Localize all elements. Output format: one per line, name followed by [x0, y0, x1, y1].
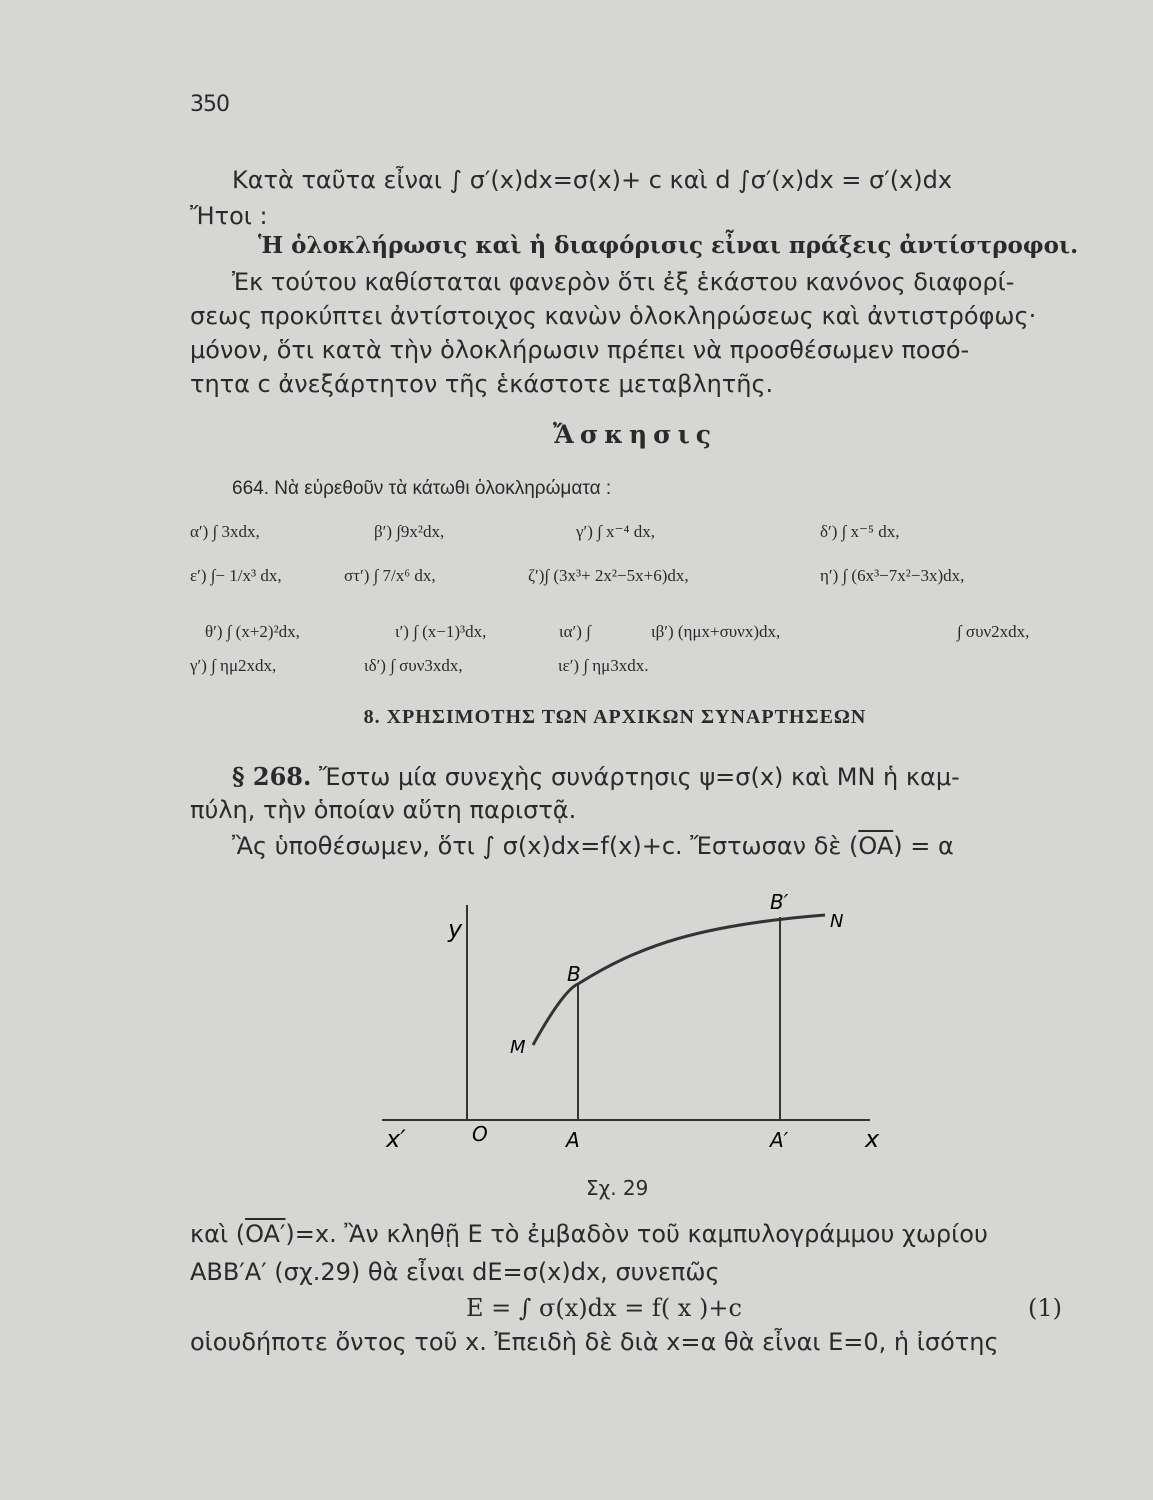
- figure-caption: Σχ. 29: [586, 1176, 649, 1200]
- after-line-1: [190, 1220, 988, 1248]
- label-b: B: [567, 962, 581, 986]
- exercise-item: β′) ∫9x²dx,: [374, 522, 445, 541]
- section-heading: 8. ΧΡΗΣΙΜΟΤΗΣ ΤΩΝ ΑΡΧΙΚΩΝ ΣΥΝΑΡΤΗΣΕΩΝ: [363, 706, 867, 728]
- paragraph-line-1: [232, 762, 960, 791]
- after-line-2: ABB′A′ (σχ.29) θὰ εἶναι dE=σ(x)dx, συνεπῶς: [190, 1258, 720, 1286]
- label-x-prime: x′: [386, 1125, 406, 1153]
- exercise-item: ∫ συν2xdx,: [957, 622, 1030, 641]
- label-b-prime: B′: [770, 890, 789, 914]
- after-line-4: οἱουδήποτε ὄντος τοῦ x. Ἐπειδὴ δὲ διὰ x=α θὰ εἶναι E=0, ἡ ἰσότης: [190, 1328, 999, 1356]
- text-line-7: τητα c ἀνεξάρτητον τῆς ἑκάστοτε μεταβλητῆς.: [190, 370, 774, 398]
- exercise-item: η′) ∫ (6x³−7x²−3x)dx,: [820, 566, 965, 585]
- label-y: y: [448, 915, 463, 943]
- assumption-tail: ) = α: [893, 832, 954, 860]
- label-a-prime: A′: [770, 1128, 789, 1152]
- equation-1: E = ∫ σ(x)dx = f( x )+c: [466, 1294, 742, 1322]
- text-line-4: Ἐκ τούτου καθίσταται φανερὸν ὅτι ἐξ ἑκάστου κανόνος διαφορί-: [232, 268, 1015, 296]
- exercise-item: γ′) ∫ ημ2xdx,: [190, 656, 277, 675]
- label-o: O: [472, 1122, 488, 1146]
- paragraph-line-3: [232, 832, 954, 860]
- exercise-item: α′) ∫ 3xdx,: [190, 522, 260, 541]
- exercise-item: ιε′) ∫ ημ3xdx.: [558, 656, 649, 675]
- text-line-2: Ἤτοι :: [190, 202, 268, 230]
- text-line-6: μόνον, ὅτι κατὰ τὴν ὁλοκλήρωσιν πρέπει νὰ προσθέσωμεν ποσό-: [190, 336, 970, 364]
- paragraph-line-2: πύλη, τὴν ὁποίαν αὕτη παριστᾷ.: [190, 796, 577, 824]
- page-number: 350: [190, 92, 229, 117]
- exercise-intro: 664. Νὰ εὑρεθοῦν τὰ κάτωθι ὁλοκληρώματα :: [232, 478, 612, 499]
- exercise-item: γ′) ∫ x⁻⁴ dx,: [576, 522, 655, 541]
- exercise-item: ζ′)∫ (3x³+ 2x²−5x+6)dx,: [528, 566, 689, 585]
- exercise-item: ιβ′) (ημx+συνx)dx,: [651, 622, 781, 641]
- exercise-item: δ′) ∫ x⁻⁵ dx,: [820, 522, 900, 541]
- text-line-5: σεως προκύπτει ἀντίστοιχος κανὼν ὁλοκληρώσεως καὶ ἀντιστρόφως·: [190, 302, 1037, 330]
- assumption-text: Ἂς ὑποθέσωμεν, ὅτι ∫ σ(x)dx=f(x)+c. Ἔστωσαν δὲ (: [232, 832, 859, 860]
- label-m: M: [510, 1037, 526, 1058]
- label-n: N: [830, 911, 844, 932]
- exercise-item: ε′) ∫− 1/x³ dx,: [190, 566, 282, 585]
- segment-oa-prime: OA′: [245, 1220, 286, 1248]
- theorem-statement: Ἡ ὁλοκλήρωσις καὶ ἡ διαφόρισις εἶναι πράξεις ἀντίστροφοι.: [258, 232, 1079, 259]
- exercise-item: θ′) ∫ (x+2)²dx,: [205, 622, 300, 641]
- figure-29: [370, 885, 890, 1155]
- segment-oa: $\overline{OA}$: [858, 832, 894, 860]
- after-text-b: )=x. Ἂν κληθῇ E τὸ ἐμβαδὸν τοῦ καμπυλογράμμου χωρίου: [285, 1220, 988, 1248]
- exercise-item: ια′) ∫: [559, 622, 591, 641]
- exercise-item: ιδ′) ∫ συν3xdx,: [364, 656, 463, 675]
- exercises-title: Ἄσκησις: [553, 420, 717, 449]
- paragraph-label: § 268.: [232, 762, 312, 791]
- label-a: A: [566, 1128, 580, 1152]
- equation-number: (1): [1028, 1294, 1062, 1322]
- label-x: x: [865, 1125, 880, 1153]
- paragraph-text: Ἔστω μία συνεχὴς συνάρτησις ψ=σ(x) καὶ MN ἡ καμ-: [319, 763, 960, 791]
- exercise-item: στ′) ∫ 7/x⁶ dx,: [344, 566, 436, 585]
- text-line-1: Κατὰ ταῦτα εἶναι ∫ σ′(x)dx=σ(x)+ c καὶ d ∫σ′(x)dx = σ′(x)dx: [232, 166, 953, 194]
- exercise-item: ι′) ∫ (x−1)³dx,: [395, 622, 487, 641]
- after-text-a: καὶ (: [190, 1220, 246, 1248]
